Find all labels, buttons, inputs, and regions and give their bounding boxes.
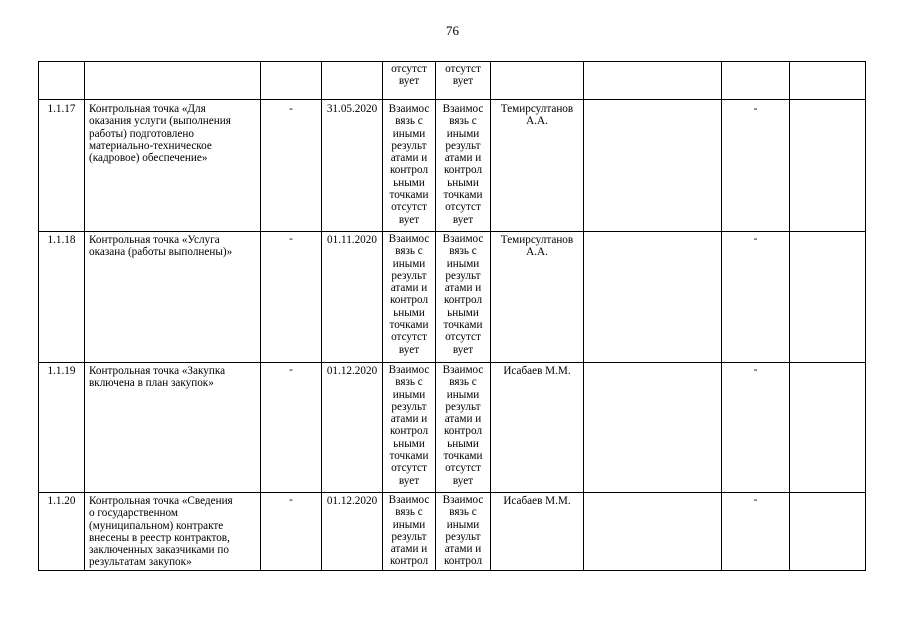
empty-cell <box>584 100 722 232</box>
control-point-name-line: внесены в реестр контрактов, <box>89 531 230 544</box>
relation-cell-line: отсутст <box>391 201 427 214</box>
relation-cell-line: Взаимос <box>442 494 484 506</box>
row-number: 1.1.20 <box>39 493 85 571</box>
control-point-name-line: Контрольная точка «Сведения <box>89 495 233 507</box>
relation-cell-line: результ <box>445 530 481 543</box>
relation-cell-line: результ <box>445 269 481 282</box>
relation-cell-line: контрол <box>443 555 483 568</box>
control-point-name-line: оказана (работы выполнены)» <box>89 246 233 259</box>
relation-cell <box>383 62 436 100</box>
empty-cell <box>85 62 261 100</box>
empty-cell <box>790 62 866 100</box>
relation-cell-line: контрол <box>443 425 483 438</box>
relation-cell <box>383 100 436 232</box>
empty-cell <box>790 100 866 232</box>
relation-cell-line: Взаимос <box>442 233 484 245</box>
relation-cell-line: результ <box>445 139 481 152</box>
row-number: 1.1.18 <box>39 232 85 363</box>
relation-cell-line: атами и <box>444 282 482 295</box>
empty-cell <box>261 62 322 100</box>
dash-cell: - <box>722 493 790 571</box>
relation-cell-line: Взаимос <box>442 364 484 376</box>
relation-cell-line: Взаимос <box>388 233 430 245</box>
relation-cell-line: вует <box>452 75 474 88</box>
empty-cell <box>584 232 722 363</box>
control-point-name <box>85 100 261 232</box>
empty-cell <box>322 62 383 100</box>
relation-cell-line: вует <box>398 343 420 356</box>
responsible-person <box>491 232 584 363</box>
relation-cell-line: атами и <box>390 413 428 426</box>
start-date: - <box>261 363 322 493</box>
responsible-person-line: А.А. <box>526 246 548 259</box>
start-date: - <box>261 100 322 232</box>
relation-cell-line: контрол <box>389 555 429 568</box>
relation-cell-line: вязь с <box>395 115 423 128</box>
relation-cell-line: иными <box>446 518 480 531</box>
relation-cell <box>383 493 436 571</box>
end-date: 01.12.2020 <box>322 493 383 571</box>
row-number: 1.1.19 <box>39 363 85 493</box>
relation-cell-line: атами и <box>390 282 428 295</box>
responsible-person-line: А.А. <box>526 115 548 128</box>
control-points-table <box>38 61 866 571</box>
end-date: 01.11.2020 <box>322 232 383 363</box>
row-number: 1.1.17 <box>39 100 85 232</box>
relation-cell-line: контрол <box>443 294 483 307</box>
relation-cell-line: вует <box>452 474 474 487</box>
relation-cell-line: точками <box>443 319 483 332</box>
relation-cell <box>436 232 491 363</box>
relation-cell-line: ьными <box>447 306 479 319</box>
responsible-person <box>491 363 584 493</box>
control-point-name-line: материально-техническое <box>89 139 212 152</box>
control-point-name <box>85 363 261 493</box>
relation-cell-line: Взаимос <box>388 494 430 506</box>
relation-cell-line: вует <box>398 75 420 88</box>
relation-cell-line: иными <box>392 388 426 401</box>
relation-cell-line: иными <box>392 518 426 531</box>
end-date: 31.05.2020 <box>322 100 383 232</box>
control-point-name-line: работы) подготовлено <box>89 127 194 140</box>
relation-cell-line: атами и <box>390 543 428 556</box>
relation-cell-line: иными <box>392 257 426 270</box>
relation-cell-line: атами и <box>444 152 482 165</box>
relation-cell-line: контрол <box>389 425 429 438</box>
dash-cell: - <box>722 232 790 363</box>
control-point-name-line: Контрольная точка «Услуга <box>89 234 220 246</box>
control-point-name-line: (кадровое) обеспечение» <box>89 152 208 165</box>
relation-cell <box>436 100 491 232</box>
relation-cell-line: вязь с <box>395 245 423 258</box>
relation-cell-line: вязь с <box>395 506 423 519</box>
table-row <box>39 493 866 571</box>
relation-cell-line: отсутст <box>391 462 427 475</box>
relation-cell-line: контрол <box>443 164 483 177</box>
relation-cell-line: вязь с <box>449 245 477 258</box>
relation-cell-line: ьными <box>447 437 479 450</box>
responsible-person-line: Исабаев М.М. <box>503 365 571 377</box>
start-date: - <box>261 493 322 571</box>
page-number: 76 <box>446 23 459 38</box>
table-row <box>39 363 866 493</box>
control-point-name <box>85 232 261 363</box>
relation-cell <box>436 62 491 100</box>
relation-cell <box>436 493 491 571</box>
table-row <box>39 100 866 232</box>
responsible-person <box>491 493 584 571</box>
relation-cell-line: вует <box>398 213 420 226</box>
relation-cell-line: результ <box>391 269 427 282</box>
dash-cell: - <box>722 100 790 232</box>
relation-cell-line: ьными <box>393 437 425 450</box>
relation-cell-line: иными <box>446 257 480 270</box>
relation-cell-line: вязь с <box>449 376 477 389</box>
table-row <box>39 232 866 363</box>
empty-cell <box>790 232 866 363</box>
relation-cell-line: отсутст <box>445 63 481 75</box>
table-row-carryover <box>39 62 866 100</box>
control-point-name-line: (муниципальном) контракте <box>89 519 224 532</box>
relation-cell-line: отсутст <box>391 63 427 75</box>
empty-cell <box>790 493 866 571</box>
relation-cell-line: ьными <box>393 306 425 319</box>
start-date: - <box>261 232 322 363</box>
relation-cell-line: точками <box>389 450 429 463</box>
relation-cell-line: результ <box>391 400 427 413</box>
relation-cell-line: отсутст <box>445 331 481 344</box>
relation-cell-line: точками <box>443 189 483 202</box>
relation-cell-line: атами и <box>444 413 482 426</box>
relation-cell-line: атами и <box>444 543 482 556</box>
relation-cell-line: точками <box>389 319 429 332</box>
control-point-name-line: Контрольная точка «Для <box>89 103 206 115</box>
control-point-name-line: заключенных заказчиками по <box>89 544 229 557</box>
control-point-name-line: оказания услуги (выполнения <box>89 115 231 128</box>
end-date: 01.12.2020 <box>322 363 383 493</box>
responsible-person <box>491 100 584 232</box>
relation-cell-line: отсутст <box>391 331 427 344</box>
responsible-person-line: Темирсултанов <box>500 103 574 115</box>
relation-cell-line: Взаимос <box>388 364 430 376</box>
relation-cell-line: результ <box>391 530 427 543</box>
empty-cell <box>722 62 790 100</box>
relation-cell-line: отсутст <box>445 462 481 475</box>
relation-cell-line: атами и <box>390 152 428 165</box>
relation-cell-line: ьными <box>393 176 425 189</box>
empty-cell <box>584 62 722 100</box>
relation-cell-line: иными <box>392 127 426 140</box>
relation-cell-line: вует <box>398 474 420 487</box>
relation-cell-line: контрол <box>389 164 429 177</box>
empty-cell <box>584 363 722 493</box>
relation-cell-line: Взаимос <box>442 103 484 115</box>
responsible-person-line: Темирсултанов <box>500 234 574 246</box>
relation-cell-line: вует <box>452 343 474 356</box>
relation-cell-line: контрол <box>389 294 429 307</box>
relation-cell-line: точками <box>389 189 429 202</box>
relation-cell-line: вязь с <box>449 506 477 519</box>
dash-cell: - <box>722 363 790 493</box>
control-point-name-line: Контрольная точка «Закупка <box>89 365 226 377</box>
control-point-name-line: о государственном <box>89 507 179 520</box>
relation-cell-line: результ <box>445 400 481 413</box>
empty-cell <box>790 363 866 493</box>
empty-cell <box>584 493 722 571</box>
empty-cell <box>491 62 584 100</box>
relation-cell-line: вует <box>452 213 474 226</box>
control-point-name-line: результатам закупок» <box>89 556 192 569</box>
relation-cell-line: отсутст <box>445 201 481 214</box>
relation-cell-line: иными <box>446 388 480 401</box>
control-point-name <box>85 493 261 571</box>
relation-cell-line: вязь с <box>395 376 423 389</box>
relation-cell <box>383 232 436 363</box>
responsible-person-line: Исабаев М.М. <box>503 495 571 507</box>
relation-cell-line: иными <box>446 127 480 140</box>
relation-cell-line: Взаимос <box>388 103 430 115</box>
relation-cell-line: ьными <box>447 176 479 189</box>
relation-cell-line: точками <box>443 450 483 463</box>
control-point-name-line: включена в план закупок» <box>89 377 214 390</box>
relation-cell <box>436 363 491 493</box>
relation-cell-line: вязь с <box>449 115 477 128</box>
relation-cell <box>383 363 436 493</box>
relation-cell-line: результ <box>391 139 427 152</box>
empty-cell <box>39 62 85 100</box>
